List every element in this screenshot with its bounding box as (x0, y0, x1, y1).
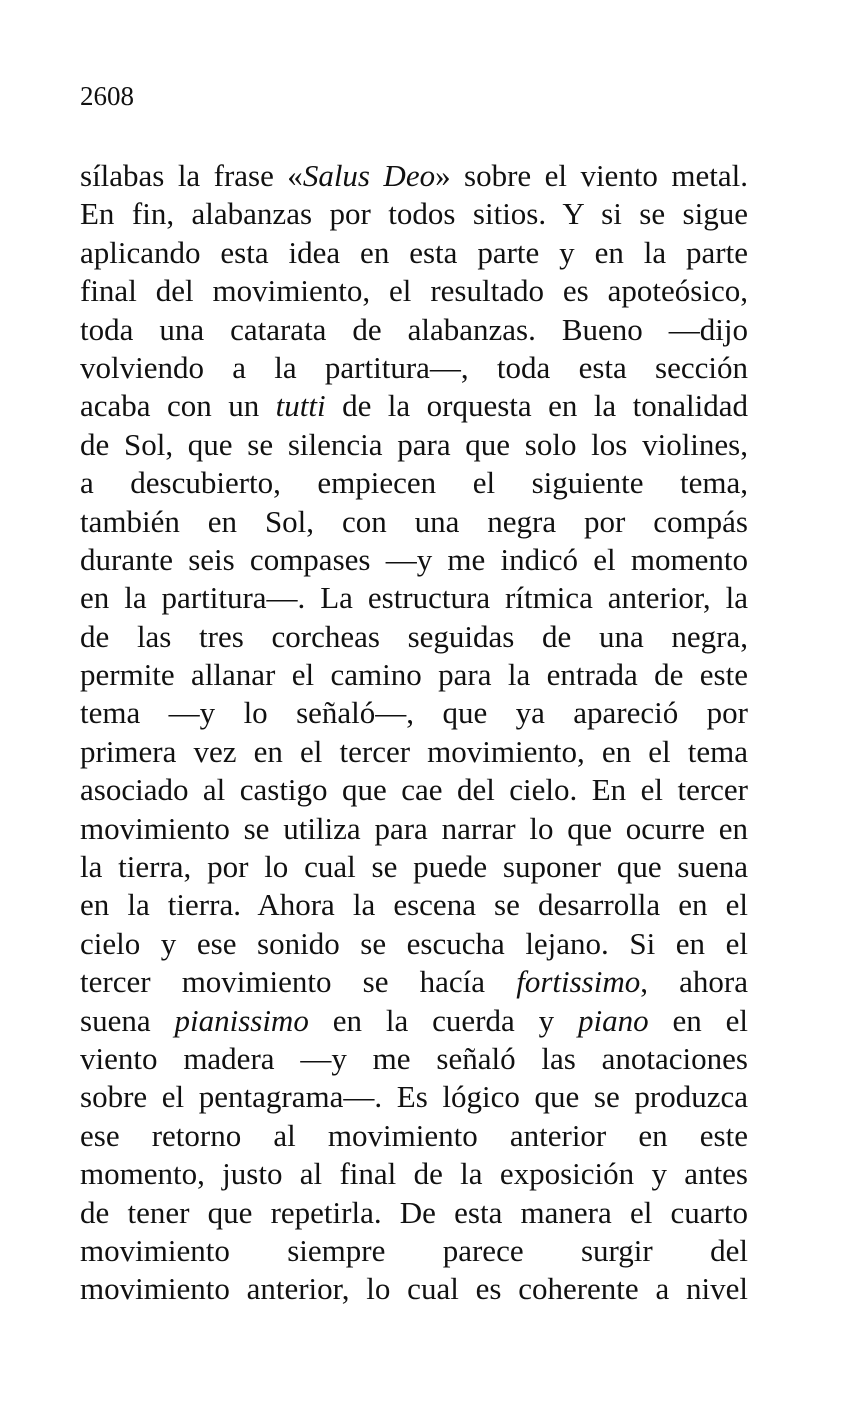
text-run: de las tres corcheas seguidas de una negra, (80, 618, 748, 654)
italic-text: tutti (275, 388, 326, 424)
text-run: de Sol, que se silencia para que solo los violines, (80, 426, 748, 462)
text-line (80, 733, 748, 771)
text-line (80, 503, 748, 541)
text-run: viento madera —y me señaló las anotaciones (80, 1040, 748, 1076)
text-line (80, 771, 748, 809)
text-line (80, 579, 748, 617)
text-line (80, 886, 748, 924)
text-line (80, 1078, 748, 1116)
text-line (80, 1002, 748, 1040)
text-line (80, 349, 748, 387)
text-line (80, 464, 748, 502)
text-run: a descubierto, empiecen el siguiente tema, (80, 465, 748, 501)
text-run: volviendo a la partitura—, toda esta sección (80, 349, 748, 385)
text-run: » sobre el viento metal. (435, 158, 748, 193)
text-run: también en Sol, con una negra por compás (80, 503, 748, 539)
text-run: movimiento siempre parece surgir del (80, 1232, 748, 1268)
text-run: movimiento se utiliza para narrar lo que ocurre en (80, 810, 748, 846)
italic-text: piano (577, 1002, 649, 1038)
text-run: suena (80, 1002, 175, 1038)
text-run: final del movimiento, el resultado es apoteósico, (80, 273, 748, 309)
text-run: en la partitura—. La estructura rítmica anterior, la (80, 580, 748, 616)
text-line (80, 195, 748, 233)
text-line (80, 694, 748, 732)
text-line (80, 1117, 748, 1155)
text-run: momento, justo al final de la exposición y antes (80, 1156, 748, 1192)
text-line (80, 1155, 748, 1193)
text-run: En fin, alabanzas por todos sitios. Y si se sigue (80, 196, 748, 232)
text-run: sílabas la frase « (80, 158, 303, 193)
text-line (80, 656, 748, 694)
text-run: en la tierra. Ahora la escena se desarrolla en el (80, 887, 748, 923)
text-line (80, 541, 748, 579)
text-line (80, 234, 748, 272)
text-run: cielo y ese sonido se escucha lejano. Si en el (80, 925, 748, 961)
italic-text: Salus Deo (302, 158, 436, 193)
text-run: de la orquesta en la tonalidad (325, 388, 749, 424)
text-line (80, 1194, 748, 1232)
text-run: la tierra, por lo cual se puede suponer que suena (80, 849, 748, 885)
text-line (80, 157, 748, 195)
text-run: movimiento anterior, lo cual es coherente a nivel (80, 1271, 748, 1307)
text-run: permite allanar el camino para la entrada de este (80, 657, 748, 693)
text-line (80, 963, 748, 1001)
italic-text: pianissimo (174, 1002, 309, 1038)
text-run: primera vez en el tercer movimiento, en el tema (80, 733, 748, 769)
text-line (80, 1040, 748, 1078)
page-number: 2608 (80, 81, 134, 111)
text-run: tercer movimiento se hacía (80, 964, 517, 1000)
text-run: de tener que repetirla. De esta manera el cuarto (80, 1194, 748, 1230)
text-run: en el (648, 1002, 748, 1038)
text-line (80, 1232, 748, 1270)
text-run: toda una catarata de alabanzas. Bueno —dijo (80, 311, 748, 347)
italic-text: fortissimo (516, 964, 641, 1000)
text-run: acaba con un (80, 388, 276, 424)
text-line (80, 311, 748, 349)
body-text (80, 157, 748, 1309)
text-run: sobre el pentagrama—. Es lógico que se produzca (80, 1079, 748, 1115)
text-line (80, 387, 748, 425)
text-run: , ahora (640, 964, 749, 1000)
text-line (80, 272, 748, 310)
text-run: en la cuerda y (308, 1002, 578, 1038)
text-run: tema —y lo señaló—, que ya apareció por (80, 695, 748, 731)
text-run: asociado al castigo que cae del cielo. En el tercer (80, 772, 748, 808)
text-line (80, 848, 748, 886)
text-run: aplicando esta idea en esta parte y en la parte (80, 234, 748, 270)
text-line (80, 1270, 748, 1308)
text-line (80, 426, 748, 464)
text-run: durante seis compases —y me indicó el momento (80, 541, 748, 577)
text-line (80, 810, 748, 848)
text-run: ese retorno al movimiento anterior en este (80, 1117, 748, 1153)
text-line (80, 925, 748, 963)
text-line (80, 618, 748, 656)
